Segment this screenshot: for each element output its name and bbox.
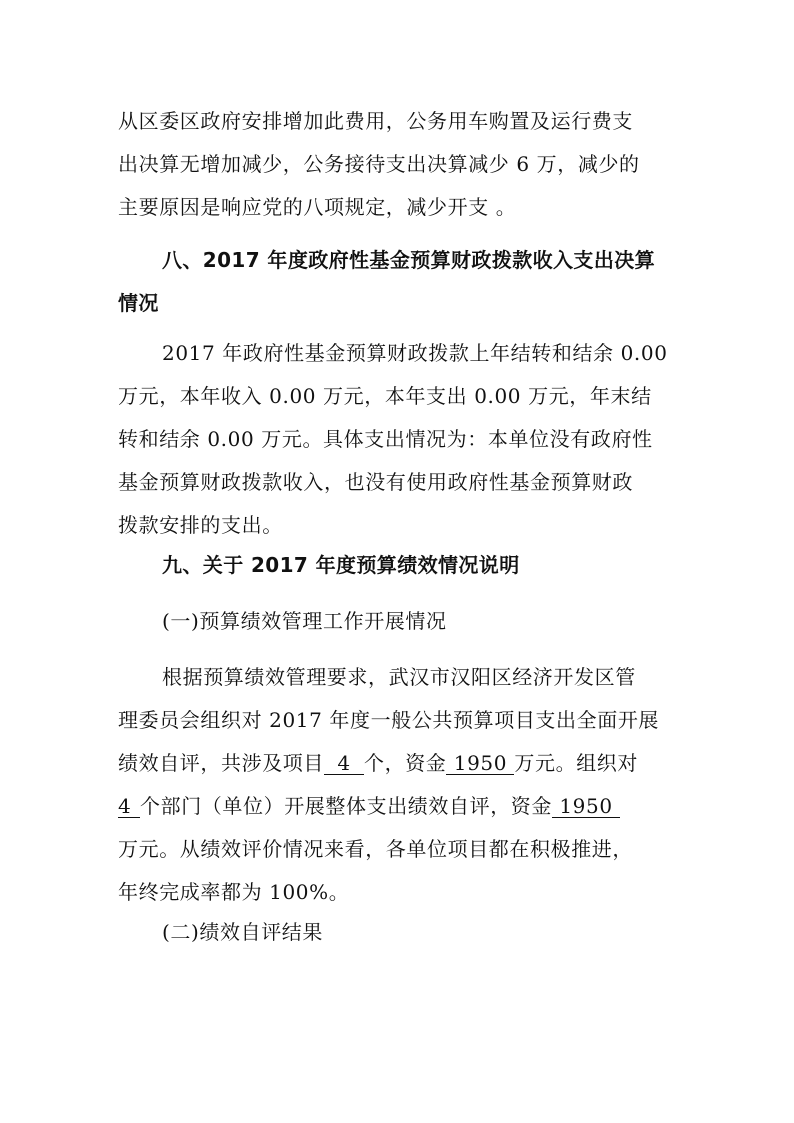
underlined-fund-amount: 1950 [552,795,620,818]
text-fragment: 万元。组织对 [514,751,639,775]
section-8-heading [118,239,678,325]
underlined-department-count: 4 [118,795,140,818]
text-fragment: 个部门（单位）开展整体支出绩效自评，资金 [140,794,552,818]
text-line: 拨款安排的支出。 [118,513,283,537]
heading-line: 八、2017 年度政府性基金预算财政拨款收入支出决算 [162,248,656,272]
subsection-1-heading [118,600,678,643]
text-line: 年终完成率都为 100%。 [118,880,350,904]
subheading-line: (一)预算绩效管理工作开展情况 [162,609,447,633]
subheading-line: (二)绩效自评结果 [162,920,324,944]
section-9-paragraph [118,656,678,914]
heading-line: 九、关于 2017 年度预算绩效情况说明 [162,553,520,577]
text-line: 2017 年政府性基金预算财政拨款上年结转和结余 0.00 [162,341,668,365]
text-line: 转和结余 0.00 万元。具体支出情况为：本单位没有政府性 [118,427,653,451]
text-fragment: 绩效自评，共涉及项目 [118,751,324,775]
text-line: 万元。从绩效评价情况来看，各单位项目都在积极推进， [118,837,633,861]
text-line: 主要原因是响应党的八项规定，减少开支 。 [118,195,517,219]
text-line: 万元，本年收入 0.00 万元，本年支出 0.00 万元，年末结 [118,384,652,408]
text-fragment: 个，资金 [364,751,447,775]
underlined-project-count: 4 [324,752,364,775]
text-line [118,785,678,828]
text-line: 基金预算财政拨款收入，也没有使用政府性基金预算财政 [118,470,633,494]
section-9-heading [118,544,678,587]
section-8-body [118,332,678,547]
heading-line: 情况 [118,291,159,315]
text-line [118,742,678,785]
text-line: 理委员会组织对 2017 年度一般公共预算项目支出全面开展 [118,708,660,732]
underlined-fund-amount: 1950 [446,752,514,775]
text-line: 根据预算绩效管理要求，武汉市汉阳区经济开发区管 [162,665,636,689]
text-line: 从区委区政府安排增加此费用，公务用车购置及运行费支 [118,109,633,133]
paragraph-official-vehicles [118,100,678,229]
subsection-2-heading [118,911,678,954]
text-line: 出决算无增加减少，公务接待支出决算减少 6 万，减少的 [118,152,640,176]
